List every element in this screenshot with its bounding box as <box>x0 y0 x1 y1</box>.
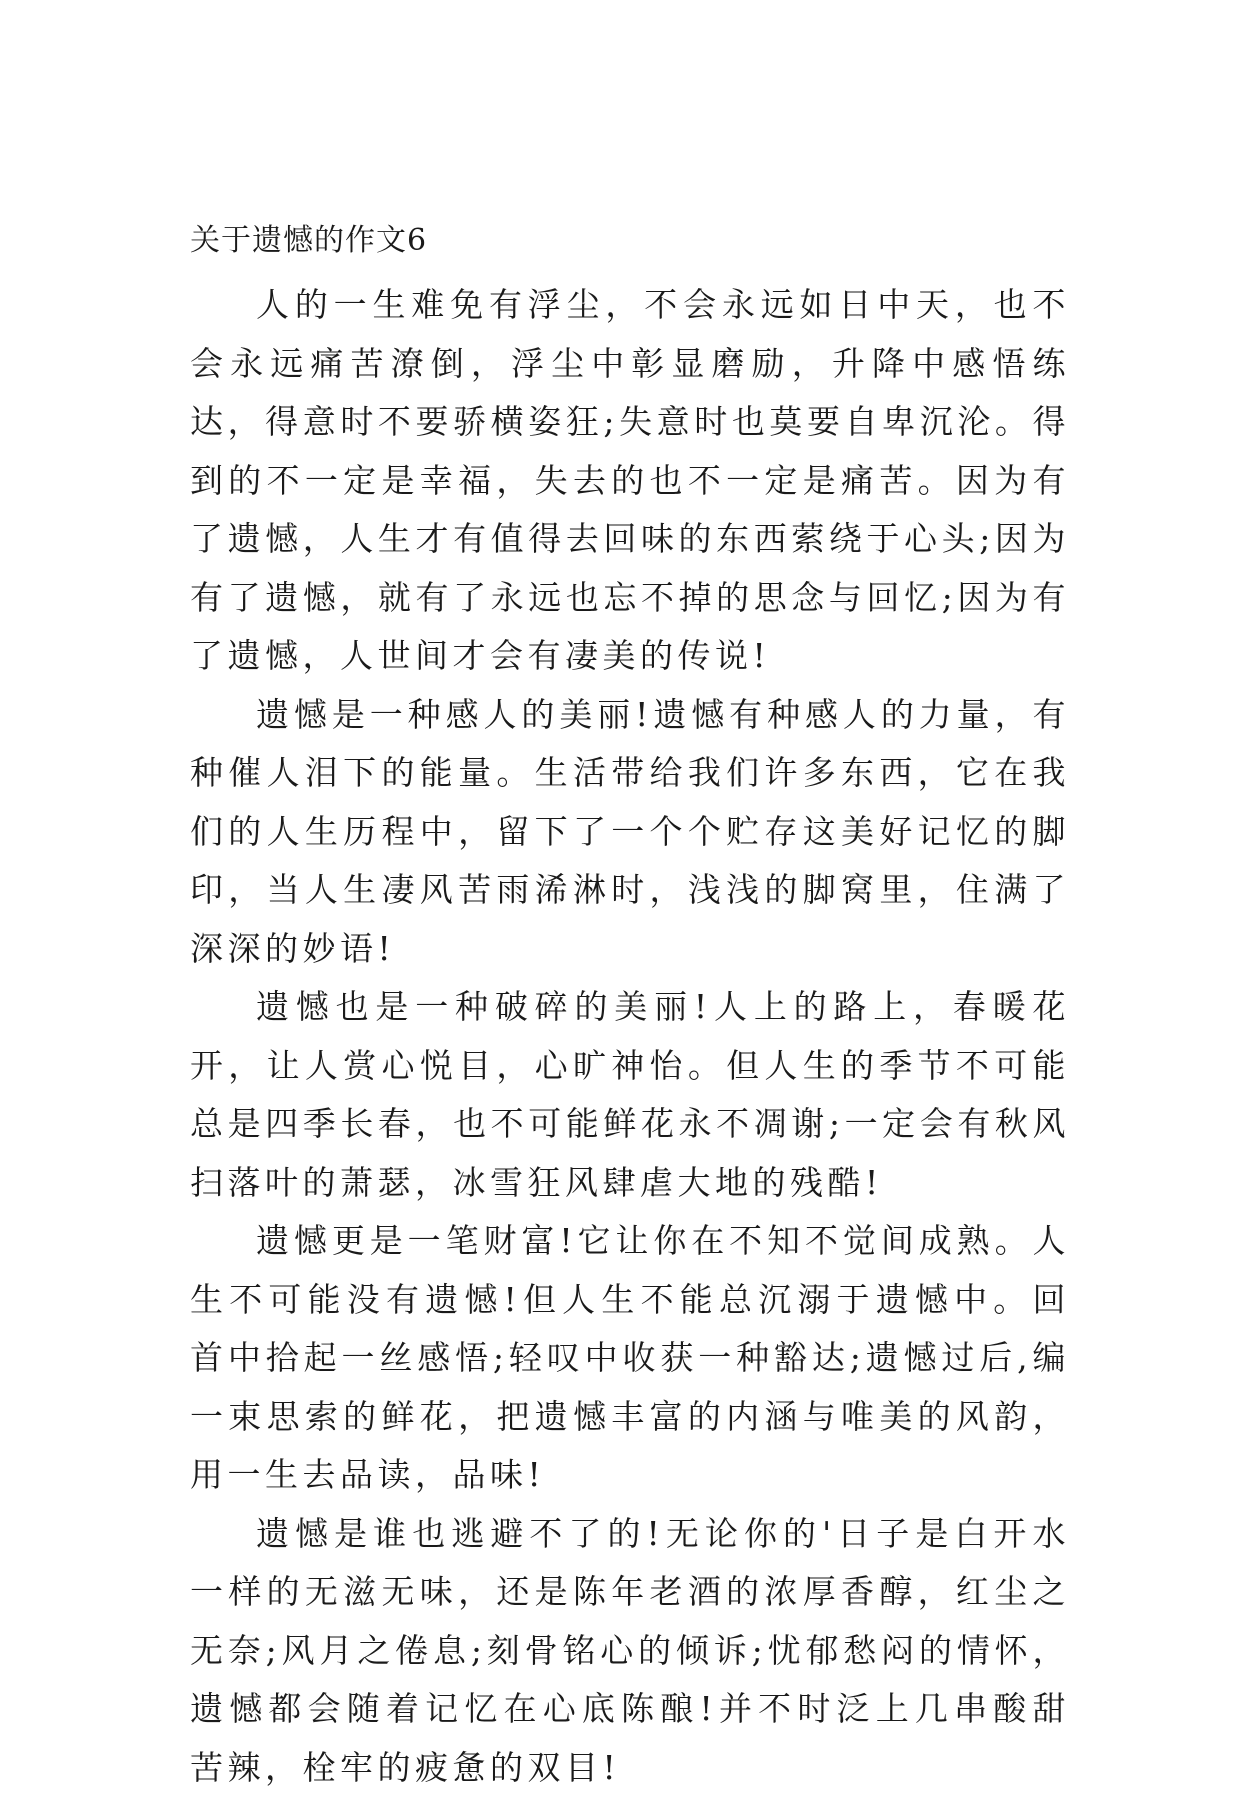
paragraph-3: 遗憾也是一种破碎的美丽!人上的路上，春暖花开，让人赏心悦目，心旷神怡。但人生的季节不可能总是四季长春，也不可能鲜花永不凋谢;一定会有秋风扫落叶的萧瑟，冰雪狂风肆虐大地的残酷! <box>190 978 1070 1212</box>
essay-title: 关于遗憾的作文6 <box>190 218 1070 264</box>
paragraph-2: 遗憾是一种感人的美丽!遗憾有种感人的力量，有种催人泪下的能量。生活带给我们许多东西，它在我们的人生历程中，留下了一个个贮存这美好记忆的脚印，当人生凄风苦雨浠淋时，浅浅的脚窝里，住满了深深的妙语! <box>190 686 1070 979</box>
paragraph-1: 人的一生难免有浮尘，不会永远如日中天，也不会永远痛苦潦倒，浮尘中彰显磨励，升降中感悟练达，得意时不要骄横姿狂;失意时也莫要自卑沉沦。得到的不一定是幸福，失去的也不一定是痛苦。因为有了遗憾，人生才有值得去回味的东西萦绕于心头;因为有了遗憾，就有了永远也忘不掉的思念与回忆;因为有了遗憾，人世间才会有凄美的传说! <box>190 276 1070 686</box>
paragraph-4: 遗憾更是一笔财富!它让你在不知不觉间成熟。人生不可能没有遗憾!但人生不能总沉溺于遗憾中。回首中拾起一丝感悟;轻叹中收获一种豁达;遗憾过后,编一束思索的鲜花，把遗憾丰富的内涵与唯美的风韵，用一生去品读，品味! <box>190 1212 1070 1505</box>
document-body <box>190 218 1070 1797</box>
paragraph-5: 遗憾是谁也逃避不了的!无论你的'日子是白开水一样的无滋无味，还是陈年老酒的浓厚香醇，红尘之无奈;风月之倦息;刻骨铭心的倾诉;忧郁愁闷的情怀，遗憾都会随着记忆在心底陈酿!并不时泛上几串酸甜苦辣，栓牢的疲惫的双目! <box>190 1505 1070 1797</box>
